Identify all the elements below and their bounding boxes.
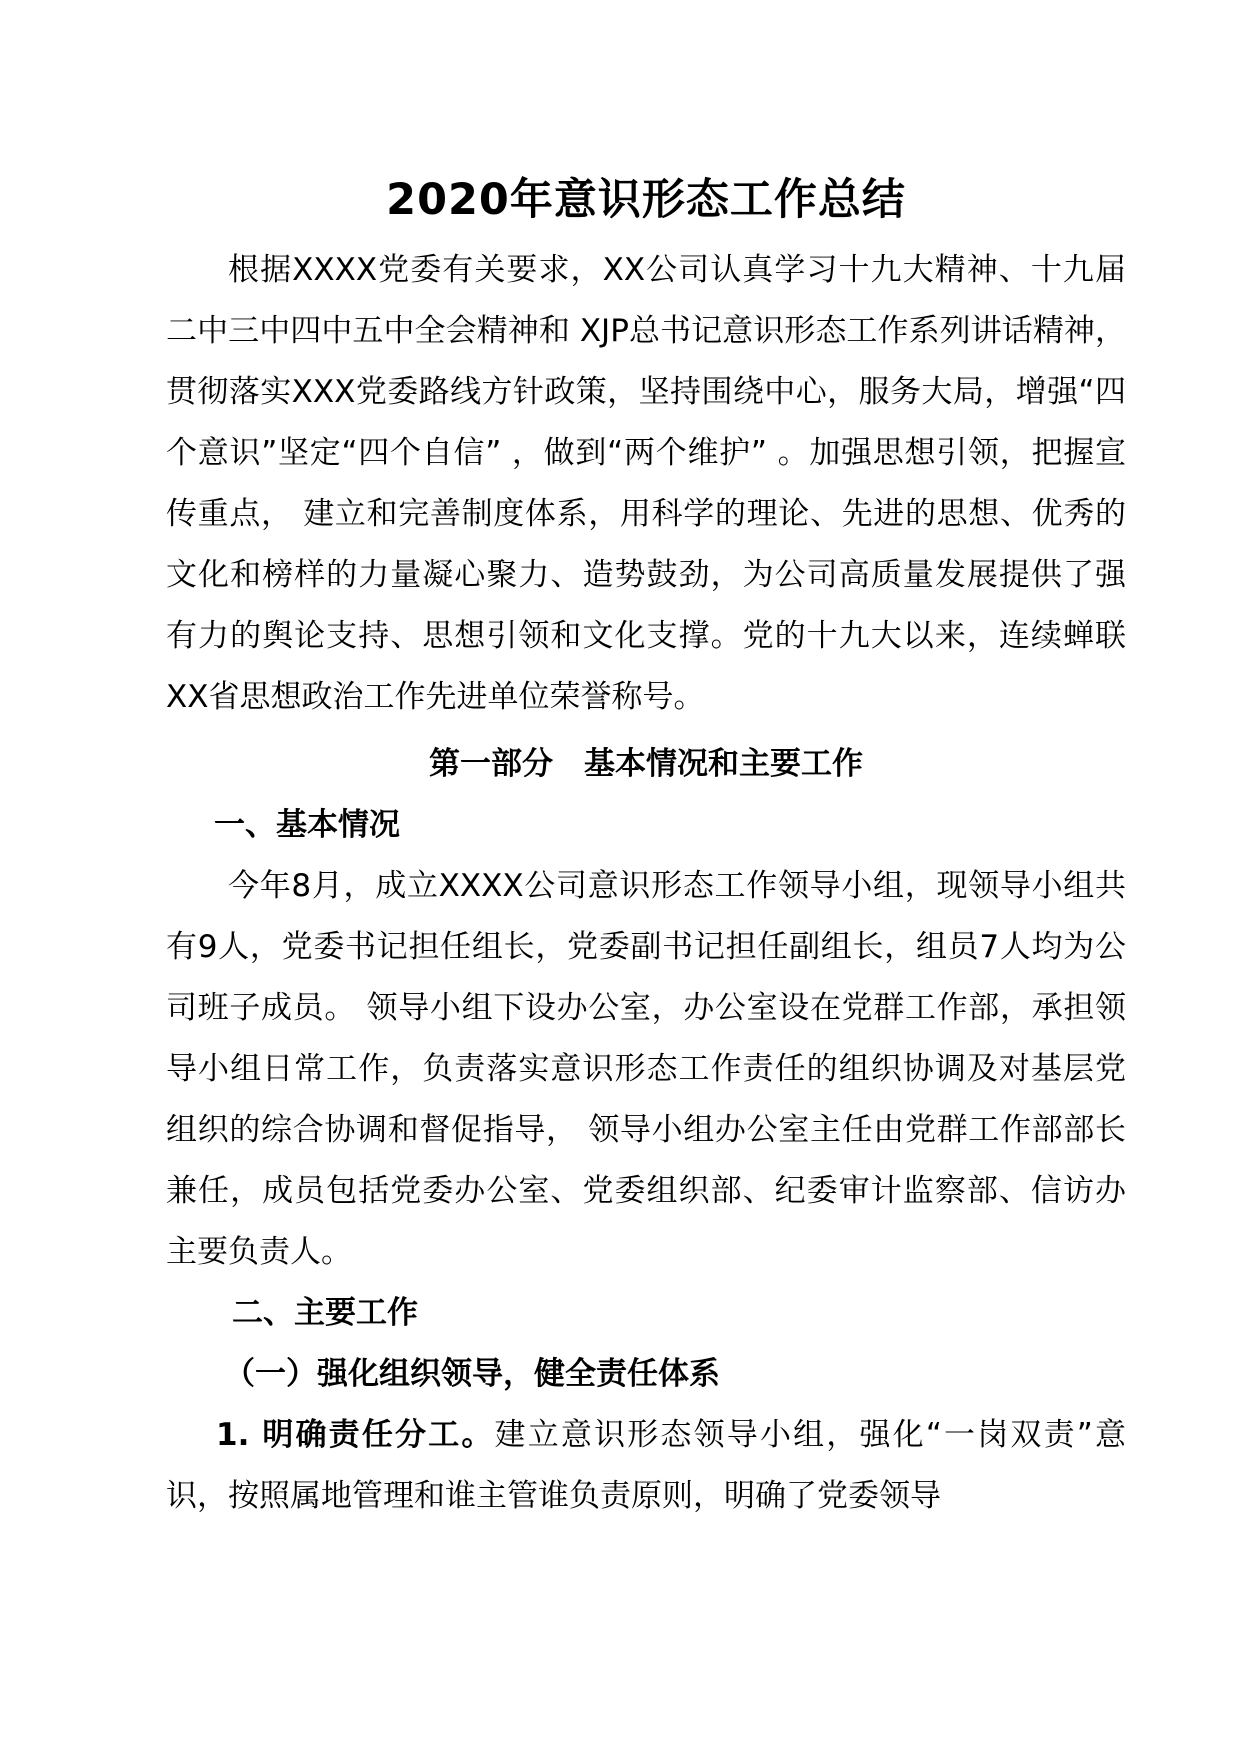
item-responsibility-lead: 1. 明确责任分工。 bbox=[216, 1417, 495, 1453]
section-basic-situation-heading: 一、基本情况 bbox=[214, 807, 400, 843]
document-title: 2020年意识形态工作总结 bbox=[386, 175, 906, 225]
basic-situation-paragraph: 今年8月，成立XXXX公司意识形态工作领导小组，现领导小组共有9人，党委书记担任组长，党委副书记担任副组长，组员7人均为公司班子成员。 领导小组下设办公室，办公室设在党群工作部，承担领导小组日常工作，负责落实意识形态工作责任的组织协调及对基层党组织的综合协调和督促指导， 领导小组办公室主任由党群工作部部长兼任，成员包括党委办公室、党委组织部、纪委审计监察部、信访办主要负责人。 bbox=[166, 868, 1126, 1270]
item-responsibility-paragraph bbox=[166, 1405, 1126, 1527]
document-page bbox=[166, 160, 1126, 1527]
intro-paragraph: 根据XXXX党委有关要求，XX公司认真学习十九大精神、十九届二中三中四中五中全会精神和 XJP总书记意识形态工作系列讲话精神，贯彻落实XXX党委路线方针政策，坚持围绕中心，服务大局，增强“四个意识”坚定“四个自信” ，做到“两个维护” 。加强思想引领，把握宣传重点， 建立和完善制度体系，用科学的理论、先进的思想、优秀的文化和榜样的力量凝心聚力、造势鼓劲，为公司高质量发展提供了强有力的舆论支持、思想引领和文化支撑。党的十九大以来，连续蝉联 XX省思想政治工作先进单位荣誉称号。 bbox=[166, 252, 1126, 715]
item-responsibility-body: 建立意识形态领导小组，强化“一岗双责”意识，按照属地管理和谁主管谁负责原则，明确了党委领导 bbox=[166, 1417, 1126, 1514]
section-main-work-heading: 二、主要工作 bbox=[232, 1295, 418, 1331]
subsection-organization-heading: （一）强化组织领导，健全责任体系 bbox=[224, 1356, 720, 1392]
part-one-heading: 第一部分 基本情况和主要工作 bbox=[429, 746, 863, 782]
